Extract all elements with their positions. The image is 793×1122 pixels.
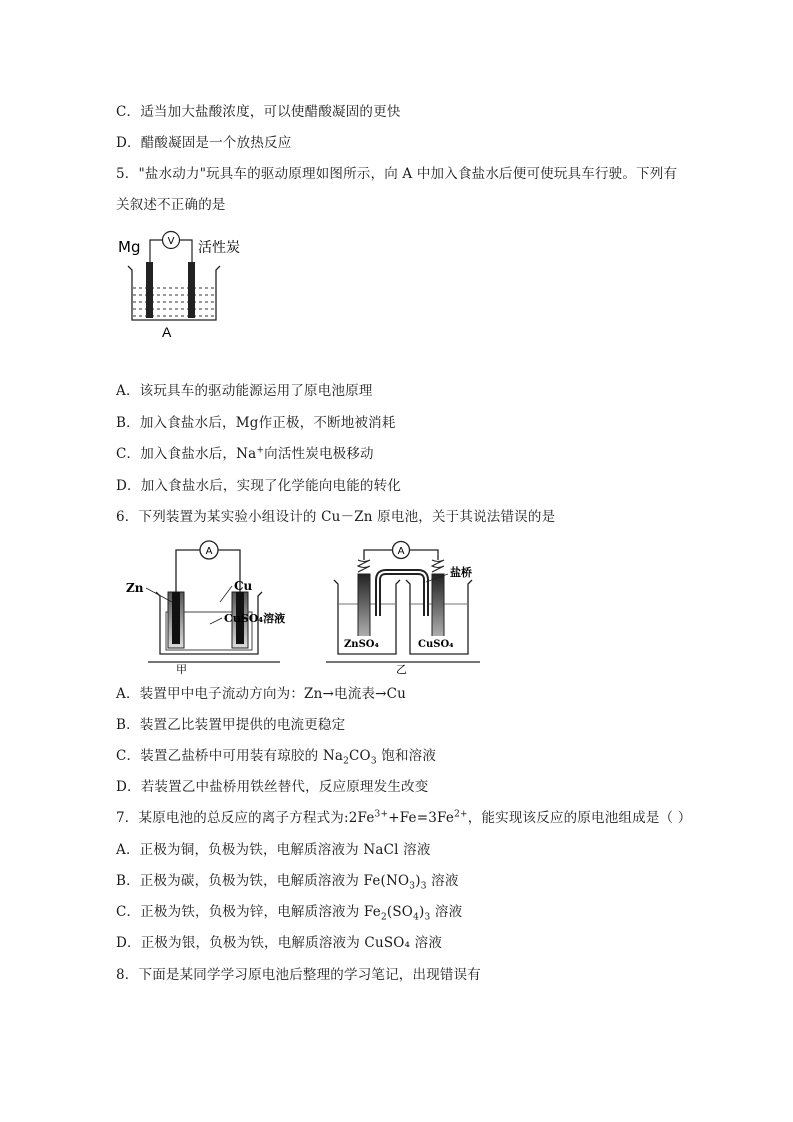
- q5-option-c: C．加入食盐水后，Na+向活性炭电极移动: [116, 445, 374, 462]
- fig-yi-label-cuso4: CuSO₄: [418, 639, 454, 650]
- q7-option-d: D．正极为银，负极为铁，电解质溶液为 CuSO₄ 溶液: [116, 935, 443, 951]
- q5-stem-line1: 5．"盐水动力"玩具车的驱动原理如图所示，向 A 中加入食盐水后便可使玩具车行驶。下列有: [116, 166, 678, 182]
- q6-option-c: C．装置乙盐桥中可用装有琼胶的 $Na_2CO_3$ 饱和溶液: [116, 748, 437, 767]
- q5-fig-label-a: A: [162, 324, 172, 340]
- q5-fig-label-mg: Mg: [118, 238, 141, 256]
- q6-figure-yi: [326, 536, 486, 676]
- q5-saltwater-cell-figure: [112, 224, 262, 342]
- q5-option-b: B．加入食盐水后，Mg作正极，不断地被消耗: [116, 415, 396, 431]
- fig-jia-label-zn: Zn: [126, 581, 144, 595]
- fig-jia-label-cu: Cu: [234, 579, 253, 593]
- q5-fig-label-carbon: 活性炭: [198, 240, 240, 256]
- q7-stem: 7．某原电池的总反应的离子方程式为$:2Fe^{3+}+Fe=3Fe^{2+}$，能实现该反应的原电池组成是（ ）: [116, 809, 692, 826]
- fig-yi-label-znso4: ZnSO₄: [344, 639, 379, 650]
- q6-option-b: B．装置乙比装置甲提供的电流更稳定: [116, 717, 346, 733]
- q5-fig-meter-label: V: [167, 236, 175, 247]
- fig-jia-caption: 甲: [176, 663, 187, 676]
- svg-text:A: A: [397, 546, 405, 557]
- q7-option-a: A．正极为铜，负极为铁，电解质溶液为 NaCl 溶液: [116, 842, 431, 858]
- svg-text:A: A: [205, 546, 213, 557]
- q5-stem-line2: 关叙述不正确的是: [116, 197, 226, 213]
- carbon-electrode: [188, 262, 195, 318]
- fig-yi-label-bridge: 盐桥: [450, 566, 472, 579]
- q7-option-b: B．正极为碳，负极为铁，电解质溶液为 $Fe(NO_3)_3$ 溶液: [116, 873, 459, 892]
- q7-option-c: C．正极为铁，负极为锌，电解质溶液为 $Fe_2(SO_4)_3$ 溶液: [116, 904, 463, 923]
- fig-jia-label-solution: CuSO₄溶液: [224, 612, 286, 625]
- q4-option-d: D．醋酸凝固是一个放热反应: [116, 135, 292, 151]
- q6-option-d: D．若装置乙中盐桥用铁丝替代，反应原理发生改变: [116, 779, 429, 795]
- q4-option-c: C．适当加大盐酸浓度，可以使醋酸凝固的更快: [116, 104, 401, 120]
- zn-electrode-yi: [358, 574, 370, 642]
- cu-electrode-yi: [432, 574, 444, 642]
- q6-figure-jia: [120, 536, 305, 676]
- q5-option-d: D．加入食盐水后，实现了化学能向电能的转化: [116, 478, 402, 494]
- q6-stem: 6．下列装置为某实验小组设计的 Cu－Zn 原电池，关于其说法错误的是: [116, 509, 556, 525]
- q8-stem: 8．下面是某同学学习原电池后整理的学习笔记，出现错误有: [116, 967, 481, 983]
- q6-option-a: A．装置甲中电子流动方向为：Zn→电流表→Cu: [116, 686, 407, 702]
- fig-yi-caption: 乙: [396, 663, 407, 676]
- q5-option-a: A．该玩具车的驱动能源运用了原电池原理: [116, 383, 373, 399]
- mg-electrode: [146, 262, 153, 318]
